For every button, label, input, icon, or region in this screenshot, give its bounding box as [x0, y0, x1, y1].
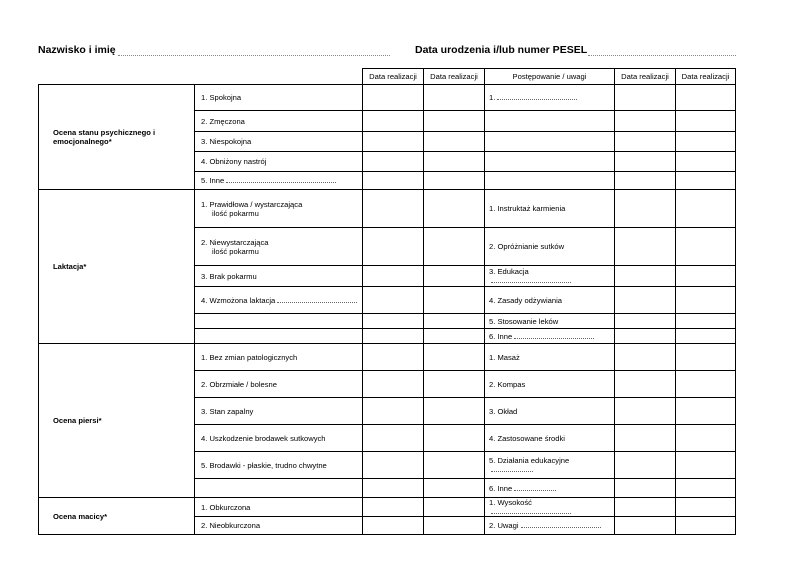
col-date4: Data realizacji	[676, 69, 736, 85]
dob-label: Data urodzenia i/lub numer PESEL	[415, 44, 588, 56]
uterus-title: Ocena macicy*	[39, 498, 195, 535]
action-item: 3. Okład	[485, 398, 615, 425]
breast-item: 1. Bez zmian patologicznych	[195, 344, 363, 371]
action-item: 6. Inne	[485, 329, 615, 344]
psych-item: 3. Niespokojna	[195, 132, 363, 152]
action-item: 1. Instruktaż karmienia	[485, 190, 615, 228]
header-row	[39, 69, 736, 85]
lact-item: 1. Prawidłowa / wystarczająca ilość pokarmu	[195, 190, 363, 228]
col-date2: Data realizacji	[424, 69, 485, 85]
lact-item: 4. Wzmożona laktacja	[195, 287, 363, 314]
breast-item: 3. Stan zapalny	[195, 398, 363, 425]
uterus-item: 2. Nieobkurczona	[195, 517, 363, 535]
breast-item: 2. Obrzmiałe / bolesne	[195, 371, 363, 398]
action-item: 5. Stosowanie leków	[485, 314, 615, 329]
date-cell[interactable]	[676, 85, 736, 111]
action-item: 2. Uwagi	[485, 517, 615, 535]
lact-title: Laktacja*	[39, 190, 195, 344]
psych-item: 2. Zmęczona	[195, 111, 363, 132]
name-label: Nazwisko i imię	[38, 44, 116, 56]
action-item: 1. Masaż	[485, 344, 615, 371]
psych-item: 1. Spokojna	[195, 85, 363, 111]
lact-item: 3. Brak pokarmu	[195, 266, 363, 287]
action-item: 4. Zastosowane środki	[485, 425, 615, 452]
name-field[interactable]	[118, 55, 390, 56]
date-cell[interactable]	[424, 85, 485, 111]
dob-field[interactable]	[588, 55, 736, 56]
action-item: 1. Wysokość	[485, 498, 615, 517]
psych-item: 5. Inne	[195, 172, 363, 190]
action-item: 1.	[485, 85, 615, 111]
date-cell[interactable]	[363, 85, 424, 111]
uterus-item: 1. Obkurczona	[195, 498, 363, 517]
action-item: 2. Opróżnianie sutków	[485, 228, 615, 266]
assessment-table	[38, 68, 736, 535]
col-date3: Data realizacji	[615, 69, 676, 85]
psych-item: 4. Obniżony nastrój	[195, 152, 363, 172]
date-cell[interactable]	[615, 85, 676, 111]
breast-item: 4. Uszkodzenie brodawek sutkowych	[195, 425, 363, 452]
col-date1: Data realizacji	[363, 69, 424, 85]
action-item: 4. Zasady odżywiania	[485, 287, 615, 314]
psych-title: Ocena stanu psychicznego i emocjonalnego*	[39, 85, 195, 190]
breast-item: 5. Brodawki - płaskie, trudno chwytne	[195, 452, 363, 479]
action-item: 3. Edukacja	[485, 266, 615, 287]
action-item: 5. Działania edukacyjne	[485, 452, 615, 479]
lact-item: 2. Niewystarczająca ilość pokarmu	[195, 228, 363, 266]
action-item: 2. Kompas	[485, 371, 615, 398]
breast-title: Ocena piersi*	[39, 344, 195, 498]
col-actions: Postępowanie / uwagi	[485, 69, 615, 85]
action-item: 6. Inne	[485, 479, 615, 498]
